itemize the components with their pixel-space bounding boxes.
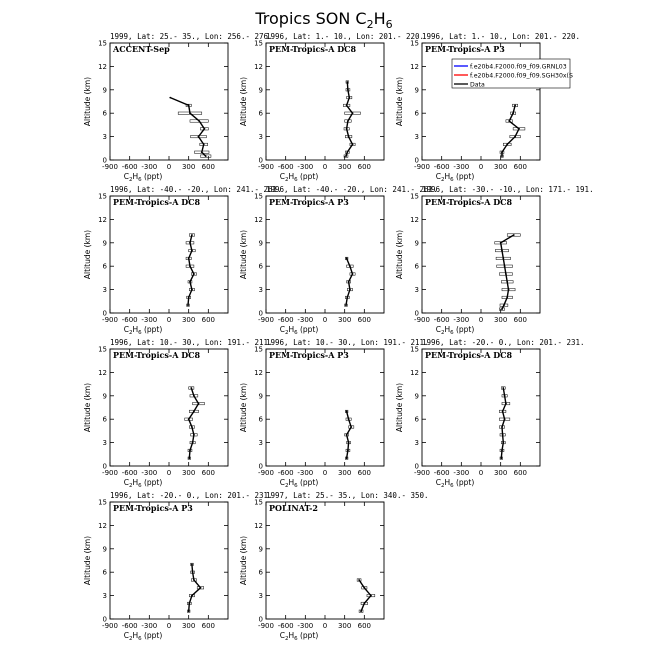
y-tick-label: 9: [414, 86, 419, 95]
data-point: [193, 411, 195, 413]
data-point: [346, 434, 348, 436]
y-tick-label: 12: [410, 62, 419, 71]
x-tick-label: 600: [357, 316, 372, 324]
series-line-data: [501, 388, 506, 458]
y-tick-label: 9: [258, 86, 263, 95]
data-point: [505, 273, 507, 275]
y-tick-label: 12: [410, 215, 419, 224]
panel-campaign-label: PEM-Tropics-A P3: [425, 44, 505, 54]
data-point: [198, 120, 200, 122]
y-tick-label: 3: [102, 286, 107, 295]
data-point: [358, 579, 360, 581]
x-tick-label: -900: [102, 316, 118, 324]
x-tick-label: -600: [121, 163, 138, 171]
y-axis-label: Altitude (km): [395, 76, 404, 127]
x-tick-label: -900: [258, 163, 274, 171]
x-tick-label: -900: [414, 316, 430, 324]
panel-campaign-label: PEM-Tropics-A P3: [113, 503, 193, 513]
x-axis-label: $C_2H_6$ (ppt): [123, 631, 163, 642]
data-point: [360, 610, 362, 612]
y-tick-label: 12: [410, 368, 419, 377]
data-point: [204, 128, 206, 130]
y-tick-label: 0: [414, 156, 419, 165]
x-tick-label: 600: [357, 469, 372, 477]
y-tick-label: 15: [254, 39, 263, 48]
series-line-data: [188, 235, 194, 305]
x-tick-label: -300: [453, 163, 470, 171]
data-point: [508, 120, 510, 122]
panel-campaign-label: PEM-Tropics-A DC8: [425, 197, 513, 207]
y-tick-label: 6: [414, 262, 419, 271]
data-point: [502, 258, 504, 260]
data-point: [501, 250, 503, 252]
data-point: [349, 265, 351, 267]
data-point: [198, 403, 200, 405]
panel-header: 1997, Lat: 25.- 35., Lon: 340.- 350.: [266, 491, 429, 500]
x-tick-label: -600: [433, 469, 450, 477]
data-point: [352, 112, 354, 114]
y-tick-label: 3: [258, 439, 263, 448]
y-tick-label: 9: [258, 545, 263, 554]
data-point: [514, 136, 516, 138]
y-tick-label: 0: [414, 462, 419, 471]
y-tick-label: 9: [102, 392, 107, 401]
y-tick-label: 6: [102, 415, 107, 424]
data-point: [346, 258, 348, 260]
y-tick-label: 3: [414, 286, 419, 295]
x-axis-label: $C_2H_6$ (ppt): [279, 172, 319, 183]
plot-frame: [266, 43, 384, 160]
data-point: [501, 308, 503, 310]
data-point: [346, 105, 348, 107]
y-tick-label: 9: [258, 392, 263, 401]
y-tick-label: 0: [102, 615, 107, 624]
data-point: [349, 289, 351, 291]
data-point: [501, 426, 503, 428]
data-point: [346, 151, 348, 153]
data-point: [501, 450, 503, 452]
data-point: [370, 595, 372, 597]
y-tick-label: 0: [258, 462, 263, 471]
panel-header: 1996, Lat: 1.- 10., Lon: 201.- 220.: [422, 32, 581, 41]
data-point: [513, 234, 515, 236]
panel-campaign-label: PEM-Tropics-A P3: [269, 350, 349, 360]
x-tick-label: -300: [453, 316, 470, 324]
x-tick-label: 0: [322, 469, 328, 477]
panel-header: 1996, Lat: -40.- -20., Lon: 241.- 261.: [110, 185, 282, 194]
x-tick-label: 300: [493, 469, 508, 477]
panels: [83, 32, 594, 642]
x-tick-label: 0: [166, 622, 172, 630]
y-tick-label: 9: [102, 86, 107, 95]
y-axis-label: Altitude (km): [239, 535, 248, 586]
y-tick-label: 0: [102, 309, 107, 318]
data-point: [348, 136, 350, 138]
data-point: [506, 144, 508, 146]
x-tick-label: 300: [181, 622, 196, 630]
data-point: [347, 120, 349, 122]
x-tick-label: 0: [478, 469, 484, 477]
plot-frame: [110, 349, 228, 466]
x-tick-label: -900: [258, 469, 274, 477]
data-point: [518, 128, 520, 130]
x-tick-label: -300: [297, 163, 314, 171]
data-point: [188, 258, 190, 260]
y-tick-label: 15: [98, 39, 107, 48]
x-tick-label: -900: [102, 163, 118, 171]
y-tick-label: 15: [98, 498, 107, 507]
x-tick-label: 0: [166, 316, 172, 324]
y-tick-label: 12: [254, 521, 263, 530]
x-tick-label: -900: [102, 622, 118, 630]
data-point: [501, 151, 503, 153]
x-axis-label: $C_2H_6$ (ppt): [279, 631, 319, 642]
plot-frame: [422, 349, 540, 466]
y-axis-label: Altitude (km): [83, 535, 92, 586]
y-axis-label: Altitude (km): [83, 229, 92, 280]
y-tick-label: 0: [258, 615, 263, 624]
data-point: [188, 457, 190, 459]
y-tick-label: 12: [254, 62, 263, 71]
y-tick-label: 6: [258, 415, 263, 424]
y-tick-label: 0: [258, 156, 263, 165]
data-point: [189, 242, 191, 244]
series-line-data: [189, 388, 199, 458]
data-point: [514, 105, 516, 107]
data-point: [345, 155, 347, 157]
data-point: [348, 97, 350, 99]
y-tick-label: 15: [410, 39, 419, 48]
y-tick-label: 12: [98, 368, 107, 377]
data-point: [502, 387, 504, 389]
x-tick-label: 0: [166, 163, 172, 171]
data-point: [191, 564, 193, 566]
data-point: [500, 457, 502, 459]
data-point: [502, 434, 504, 436]
y-tick-label: 9: [102, 545, 107, 554]
data-point: [503, 304, 505, 306]
panel-campaign-label: PEM-Tropics-A DC8: [269, 44, 357, 54]
plot-frame: [266, 196, 384, 313]
panel-3: [395, 32, 580, 183]
x-tick-label: -600: [433, 316, 450, 324]
y-tick-label: 6: [258, 568, 263, 577]
x-tick-label: 0: [322, 316, 328, 324]
x-tick-label: -300: [141, 622, 158, 630]
x-tick-label: 300: [493, 163, 508, 171]
figure-title: Tropics SON $C_2H_6$: [255, 9, 393, 31]
x-tick-label: 0: [478, 163, 484, 171]
data-point: [191, 595, 193, 597]
data-point: [363, 603, 365, 605]
data-point: [188, 418, 190, 420]
data-point: [346, 128, 348, 130]
legend-entry-label: f.e20b4.F2000.f09_f09.SGH30x(S: [470, 72, 573, 80]
data-point: [193, 273, 195, 275]
data-point: [198, 136, 200, 138]
data-point: [193, 395, 195, 397]
panel-header: 1999, Lat: 25.- 35., Lon: 256.- 276.: [110, 32, 273, 41]
x-tick-label: 0: [322, 622, 328, 630]
y-axis-label: Altitude (km): [395, 229, 404, 280]
y-tick-label: 15: [254, 498, 263, 507]
data-point: [191, 289, 193, 291]
data-point: [502, 411, 504, 413]
x-tick-label: -300: [141, 316, 158, 324]
y-tick-label: 15: [254, 192, 263, 201]
x-tick-label: 300: [493, 316, 508, 324]
panel-11: [239, 491, 429, 642]
x-tick-label: 300: [181, 469, 196, 477]
data-point: [192, 442, 194, 444]
y-tick-label: 6: [102, 568, 107, 577]
data-point: [346, 411, 348, 413]
x-tick-label: -600: [277, 316, 294, 324]
data-point: [346, 297, 348, 299]
x-tick-label: 600: [513, 469, 528, 477]
x-tick-label: 600: [201, 622, 216, 630]
panel-campaign-label: PEM-Tropics-A P3: [269, 197, 349, 207]
data-point: [187, 304, 189, 306]
panel-5: [239, 185, 438, 336]
x-tick-label: 300: [337, 316, 352, 324]
data-point: [200, 587, 202, 589]
y-tick-label: 9: [258, 239, 263, 248]
data-point: [189, 450, 191, 452]
panel-campaign-label: PEM-Tropics-A DC8: [113, 350, 201, 360]
y-tick-label: 12: [254, 215, 263, 224]
data-point: [192, 571, 194, 573]
y-tick-label: 6: [102, 262, 107, 271]
y-tick-label: 9: [102, 239, 107, 248]
x-tick-label: 600: [201, 469, 216, 477]
data-point: [504, 395, 506, 397]
x-tick-label: -600: [277, 469, 294, 477]
x-tick-label: -300: [141, 469, 158, 477]
x-axis-label: $C_2H_6$ (ppt): [435, 172, 475, 183]
y-tick-label: 3: [258, 133, 263, 142]
x-tick-label: 600: [513, 163, 528, 171]
data-point: [512, 112, 514, 114]
y-tick-label: 6: [258, 109, 263, 118]
plot-frame: [422, 196, 540, 313]
x-tick-label: 0: [166, 469, 172, 477]
y-tick-label: 3: [102, 133, 107, 142]
x-tick-label: -900: [258, 316, 274, 324]
data-point: [508, 289, 510, 291]
panel-header: 1996, Lat: 10.- 30., Lon: 191.- 211.: [110, 338, 273, 347]
x-tick-label: -900: [102, 469, 118, 477]
data-point: [502, 442, 504, 444]
panel-6: [395, 185, 594, 336]
y-axis-label: Altitude (km): [239, 382, 248, 433]
x-tick-label: 600: [357, 163, 372, 171]
x-tick-label: -600: [121, 622, 138, 630]
x-tick-label: -600: [121, 316, 138, 324]
x-tick-label: 300: [337, 163, 352, 171]
x-tick-label: -300: [297, 622, 314, 630]
y-axis-label: Altitude (km): [395, 382, 404, 433]
data-point: [190, 387, 192, 389]
y-tick-label: 6: [102, 109, 107, 118]
series-line-data: [359, 580, 371, 611]
data-point: [169, 97, 171, 99]
x-tick-label: 0: [322, 163, 328, 171]
y-tick-label: 3: [102, 592, 107, 601]
y-tick-label: 12: [98, 521, 107, 530]
x-tick-label: 300: [181, 163, 196, 171]
data-point: [504, 265, 506, 267]
y-tick-label: 0: [258, 309, 263, 318]
data-point: [203, 144, 205, 146]
panel-campaign-label: POLINAT-2: [269, 503, 318, 513]
x-tick-label: 300: [337, 469, 352, 477]
x-axis-label: $C_2H_6$ (ppt): [123, 325, 163, 336]
y-axis-label: Altitude (km): [83, 382, 92, 433]
data-point: [205, 155, 207, 157]
y-tick-label: 9: [414, 239, 419, 248]
x-tick-label: 300: [337, 622, 352, 630]
y-tick-label: 15: [98, 192, 107, 201]
y-tick-label: 12: [98, 62, 107, 71]
x-tick-label: -900: [414, 469, 430, 477]
y-tick-label: 3: [258, 286, 263, 295]
x-tick-label: 0: [478, 316, 484, 324]
data-point: [188, 297, 190, 299]
data-point: [346, 81, 348, 83]
panel-header: 1996, Lat: -30.- -10., Lon: 171.- 191.: [422, 185, 594, 194]
data-point: [348, 281, 350, 283]
panel-header: 1996, Lat: 1.- 10., Lon: 201.- 220.: [266, 32, 425, 41]
y-tick-label: 0: [414, 309, 419, 318]
data-point: [345, 304, 347, 306]
data-point: [347, 450, 349, 452]
legend-entry-label: Data: [470, 81, 485, 89]
data-point: [193, 434, 195, 436]
y-axis-label: Altitude (km): [239, 76, 248, 127]
data-point: [188, 610, 190, 612]
x-tick-label: -600: [433, 163, 450, 171]
panel-4: [83, 185, 282, 336]
y-tick-label: 15: [98, 345, 107, 354]
data-point: [346, 457, 348, 459]
panel-header: 1996, Lat: -20.- 0., Lon: 201.- 231.: [110, 491, 273, 500]
data-point: [188, 603, 190, 605]
data-point: [348, 442, 350, 444]
y-tick-label: 15: [410, 345, 419, 354]
data-point: [501, 155, 503, 157]
y-tick-label: 3: [258, 592, 263, 601]
panel-9: [395, 338, 585, 489]
y-tick-label: 6: [414, 415, 419, 424]
y-tick-label: 3: [414, 133, 419, 142]
data-point: [347, 89, 349, 91]
x-tick-label: -600: [277, 163, 294, 171]
x-tick-label: -300: [297, 469, 314, 477]
data-point: [348, 418, 350, 420]
y-tick-label: 12: [98, 215, 107, 224]
legend: [452, 59, 573, 89]
x-tick-label: -900: [258, 622, 274, 630]
y-tick-label: 15: [254, 345, 263, 354]
panel-campaign-label: PEM-Tropics-A DC8: [425, 350, 513, 360]
panel-campaign-label: PEM-Tropics-A DC8: [113, 197, 201, 207]
y-tick-label: 0: [102, 156, 107, 165]
plot-frame: [110, 502, 228, 619]
data-point: [189, 281, 191, 283]
x-axis-label: $C_2H_6$ (ppt): [435, 325, 475, 336]
data-point: [352, 273, 354, 275]
panel-header: 1996, Lat: -40.- -20., Lon: 241.- 261.: [266, 185, 438, 194]
y-axis-label: Altitude (km): [83, 76, 92, 127]
y-tick-label: 0: [102, 462, 107, 471]
x-axis-label: $C_2H_6$ (ppt): [279, 478, 319, 489]
series-line-data: [346, 82, 353, 156]
data-point: [506, 281, 508, 283]
y-tick-label: 3: [102, 439, 107, 448]
x-tick-label: 600: [357, 622, 372, 630]
data-point: [506, 297, 508, 299]
x-tick-label: 600: [201, 163, 216, 171]
y-axis-label: Altitude (km): [239, 229, 248, 280]
data-point: [504, 418, 506, 420]
data-point: [201, 151, 203, 153]
data-point: [191, 250, 193, 252]
data-point: [363, 587, 365, 589]
data-point: [189, 265, 191, 267]
y-tick-label: 6: [258, 262, 263, 271]
x-tick-label: 600: [513, 316, 528, 324]
y-tick-label: 3: [414, 439, 419, 448]
y-tick-label: 9: [414, 392, 419, 401]
legend-entry-label: f.e20b4.F2000.f09_f09.GRNL03: [470, 63, 567, 71]
plot-frame: [266, 349, 384, 466]
data-point: [189, 112, 191, 114]
x-tick-label: -300: [453, 469, 470, 477]
panel-campaign-label: ACCENT-Sep: [113, 44, 170, 54]
y-tick-label: 15: [410, 192, 419, 201]
plot-frame: [110, 43, 228, 160]
x-tick-label: 600: [201, 316, 216, 324]
y-tick-label: 6: [414, 109, 419, 118]
data-point: [500, 242, 502, 244]
data-point: [191, 426, 193, 428]
data-point: [350, 426, 352, 428]
x-tick-label: -300: [297, 316, 314, 324]
x-tick-label: -600: [277, 622, 294, 630]
data-point: [191, 234, 193, 236]
x-axis-label: $C_2H_6$ (ppt): [123, 478, 163, 489]
x-axis-label: $C_2H_6$ (ppt): [279, 325, 319, 336]
x-tick-label: 300: [181, 316, 196, 324]
plot-frame: [110, 196, 228, 313]
data-point: [193, 579, 195, 581]
x-tick-label: -300: [141, 163, 158, 171]
data-point: [505, 403, 507, 405]
x-tick-label: -900: [414, 163, 430, 171]
x-tick-label: -600: [121, 469, 138, 477]
x-axis-label: $C_2H_6$ (ppt): [123, 172, 163, 183]
data-point: [352, 144, 354, 146]
panel-header: 1996, Lat: -20.- 0., Lon: 201.- 231.: [422, 338, 585, 347]
y-tick-label: 12: [254, 368, 263, 377]
x-axis-label: $C_2H_6$ (ppt): [435, 478, 475, 489]
data-point: [188, 105, 190, 107]
panel-header: 1996, Lat: 10.- 30., Lon: 191.- 211.: [266, 338, 429, 347]
